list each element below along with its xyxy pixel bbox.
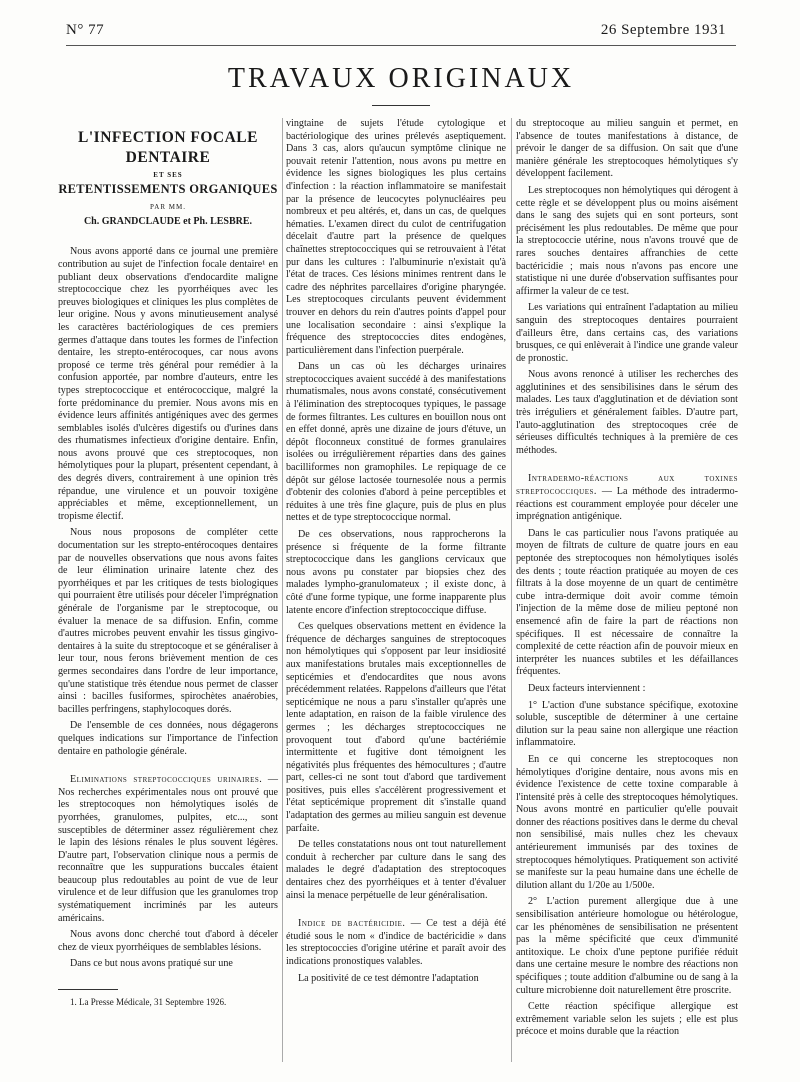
issue-date: 26 Septembre 1931 — [600, 22, 726, 38]
paragraph-text: — Nos recherches expérimentales nous ont prouvé que les streptocoques non hémolytiques isolés de pyorrhées, granulomes, pulpites, etc..., sont susceptibles de déterminer assez régulièrement chez le lapin des lésions rénales le plus souvent légères. D'autre part, l'observation clinique nous a permis de reconnaître que les suppurations buccales étaient beaucoup plus redoutables au point de vue de leur virulence et de leur diffusion que les granulomes trop systématiquement incriminés par les auteurs américains. — [58, 774, 279, 924]
paragraph-with-subhead — [516, 473, 738, 523]
article-par: PAR MM. — [150, 203, 186, 212]
paragraph: Les streptocoques non hémolytiques qui dérogent à cette règle et se développent plus ou moins aisément dans le sang des sujets qui en sont porteurs, sont précisément les plus redoutables. De même que pour la streptococcie utérine, nous n'avons trouvé que de rares souches dentaires affranchies de cette bactéricidie ; mais nous n'avons pas encore une statistique ni une durée d'observation suffisantes pour affirmer la valeur de ce test. — [516, 184, 738, 297]
article-title-line-2: DENTAIRE — [125, 149, 211, 166]
subheading: Indice de bactéricidie. — [298, 918, 406, 930]
column-1 — [58, 118, 278, 1013]
paragraph-with-subhead — [286, 918, 506, 968]
issue-number: N° 77 — [66, 22, 105, 38]
page-header — [66, 22, 726, 46]
paragraph: Deux facteurs interviennent : — [528, 682, 646, 694]
column-3 — [516, 118, 738, 1043]
paragraph: Dans un cas où les décharges urinaires streptococciques avaient succédé à des manifestations rhumatismales, nous avons constaté, consécutivement à l'élimination des streptocoques typiques, le passage de formes filtrantes. Les cultures en bouillon nous ont en effet donné, après une dizaine de jours d'étuve, un dépôt floconneux constitué de formes granulaires isolées ou irrégulièrement réparties dans des gaines bacilliformes non gramophiles. Le repiquage de ce dépôt sur gélose lactosée tournesolée nous a permis d'obtenir des colonies d'abord à peine perceptibles et réduites à une très fine glaçure, puis de plus en plus nettes et de type streptococcique normal. — [286, 361, 506, 524]
paragraph: vingtaine de sujets l'étude cytologique et bactériologique des urines prélevés aseptiquement. Dans 3 cas, alors qu'aucun symptôme clinique ne pouvait retenir l'attention, nous avons pu mettre en évidence les signes biologiques les plus certains d'infection : la réaction inflammatoire se manifestait par la présence de leucocytes polynucléaires peu nombreux et peu altérés, et, dans un cas, de quelques hématies. L'examen direct du culot de centrifugation décelait d'autre part la présence de quelques chaînettes streptococciques qui se retrouvaient à l'état pur dans les cultures : l'albuminurie n'existait qu'à l'état de traces. Ces lésions minimes rentrent dans le cadre des néphrites parcellaires d'origine pharyngée. Les streptocoques circulants peuvent évidemment trouver en dehors du rein d'autres points d'appel pour une localisation secondaire : ainsi s'explique la fréquence des streptococcies dites endogènes, particulièrement dans l'infection puerpérale. — [286, 118, 506, 356]
article-et-ses: ET SES — [153, 171, 183, 179]
paragraph: Nous nous proposons de compléter cette documentation sur les strepto-entérocoques dentaires par de nouvelles observations que nous avons faites de leur élimination urinaire latente chez des pyorrhéiques et par les critiques de tests biologiques qui pourraient être utilisés pour déceler l'imprégnation générale de l'organisme par le streptocoque, ou évaluer la menace de sa diffusion. Enfin, comme d'autres microbes peuvent envahir les tissus gingivo-dentaires à la suite du streptocoque et se généraliser à leur tour, nous ferons brièvement mention de ces germes secondaires dans l'ordre de leur importance, qu'une statistique très étendue nous permet de classer ainsi : bacilles fusiformes, spirochètes anaérobies, bacilles perfringens, staphylocoques dorés. — [58, 527, 278, 715]
paragraph: Nous avons donc cherché tout d'abord à déceler chez de vieux pyorrhéiques de semblables lésions. — [58, 929, 278, 953]
column-separator — [511, 118, 512, 1062]
article-authors: Ch. GRANDCLAUDE et Ph. LESBRE. — [83, 215, 253, 227]
paragraph: La positivité de ce test démontre l'adaptation — [298, 972, 479, 984]
article-title — [58, 128, 278, 168]
paragraph-with-subhead — [58, 774, 278, 925]
paragraph-text: — La méthode des intradermo-réactions est couramment employée pour déceler une imprégnation antigénique. — [516, 486, 738, 523]
section-title-rule — [372, 105, 430, 106]
column-2 — [286, 118, 506, 989]
paragraph: De telles constatations nous ont tout naturellement conduit à rechercher par culture dans le sang des malades le degré d'adaptation des streptocoques dentaires chez des pyorrhéiques et à tenter d'évaluer ainsi la menace perpétuelle de leur généralisation. — [286, 839, 506, 901]
subheading: Eliminations streptococciques urinaires. — [70, 774, 263, 786]
paragraph: du streptocoque au milieu sanguin et permet, en l'absence de toutes manifestations à distance, de prévoir le danger de sa diffusion. On sait que d'une manière générale les streptocoques hémolytiques s'y développent facilement. — [516, 118, 738, 180]
paragraph: Cette réaction spécifique allergique est extrêmement variable selon les sujets ; elle est plus précoce et moins durable que la réaction — [516, 1001, 738, 1038]
paragraph: Nous avons apporté dans ce journal une première contribution au sujet de l'infection focale dentaire¹ en publiant deux observations d'endocardite maligne streptococcique chez les pyorrhéiques avec les preuves biologiques et cliniques les plus complètes de leur origine. Nous y avons minutieusement analysé les caractères bactériologiques de ces premiers germes d'attaque dans toutes les formes de l'infection dentaire, les strepto-entérocoques, car nous avons proposé ce terme très général pour remédier à la confusion apportée, par nombre d'auteurs, entre les types streptococcique et entérococcique, malgré la forte prédominance du premier. Nous avons mis en évidence leurs affinités antigéniques avec des germes semblables isolés d'ulcères digestifs ou d'urines dans des rhumatismes infectieux d'origine dentaire. Enfin, nous avons prouvé que ces streptocoques, non hémolytiques pour la plupart, présentent cependant, à des degrés divers, contrairement à une opinion très répandue, une virulence et un pouvoir toxigène appréciables et même, exceptionnellement, un tropisme électif. — [58, 246, 278, 522]
paragraph: Dans ce but nous avons pratiqué sur une — [70, 958, 233, 970]
paragraph: En ce qui concerne les streptocoques non hémolytiques d'origine dentaire, nous avons mis en évidence l'existence de cette toxine comparable à l'intensité près à celle des streptocoques hémolytiques. Nous avons montré en particulier qu'elle pouvait donner des réactions positives dans le derme du cheval non sensibilisé, mais nulles chez les chevaux antérieurement immunisés par des toxines de streptocoques hémolytiques. Pratiquement son activité se manifeste sur la peau humaine dans une échelle de dilution allant du 1/20e au 1/500e. — [516, 753, 738, 891]
footnote: 1. La Presse Médicale, 31 Septembre 1926. — [70, 997, 227, 1008]
paragraph: 2° L'action purement allergique due à une sensibilisation antérieure homologue ou hétérologue, car les phénomènes de sensibilisation ne présentent pas la même spécificité que ceux d'immunité antitoxique. Le choix d'une peptone purifiée réduit dans une certaine mesure le nombre des réactions non spécifiques ; toute addition d'albumine ou de sang à la culture microbienne doit naturellement être proscrite. — [516, 896, 738, 996]
article-title-line-1: L'INFECTION FOCALE — [78, 129, 258, 146]
article-subtitle: RETENTISSEMENTS ORGANIQUES — [58, 181, 278, 196]
section-title: TRAVAUX ORIGINAUX — [227, 63, 575, 94]
header-rule — [66, 45, 736, 46]
paragraph: 1° L'action d'une substance spécifique, exotoxine soluble, susceptible de déterminer à une certaine dilution sur la peau saine non allergique une réaction inflammatoire. — [516, 699, 738, 749]
paragraph: Nous avons renoncé à utiliser les recherches des agglutinines et des sensibilisines dans le sérum des malades. Les taux d'agglutination et de déviation sont très irréguliers et généralement faibles. D'autre part, l'auto-agglutination des streptocoques crée de sérieuses difficultés techniques à la première de ces méthodes. — [516, 369, 738, 456]
paragraph-text: — Ce test a déjà été étudié sous le nom « d'indice de bactéricidie » dans les streptococcies d'origine utérine et paraît avoir des indications pronostiques valables. — [286, 918, 506, 967]
paragraph: De ces observations, nous rapprocherons la présence si fréquente de la forme filtrante streptococcique dans les ganglions cervicaux que nous avons pu constater par biopsies chez des malades lympho-granulomateux ; il existe donc, à côté d'une forme typique, une forme inapparente plus latente encore d'infection streptococcique diffuse. — [286, 529, 506, 616]
paragraph: Dans le cas particulier nous l'avons pratiquée au moyen de filtrats de culture de quatre jours en eau peptonée des streptocoques non hémolytiques isolés des dents ; toute réaction pratiquée au moyen de ces filtrats à la dose moyenne de un quart de centimètre cube intra-dermique doit avoir comme témoin l'injection de la même dose de milieu peptoné non ensemencé afin de faire la part de réactions non spécifiques. Il est nécessaire de connaître la complexité de cette réaction afin de pouvoir mieux en interpréter les nuances subtiles et les défaillances fréquentes. — [516, 527, 738, 678]
paragraph: De l'ensemble de ces données, nous dégagerons quelques indications sur l'importance de l'infection dentaire en pathologie générale. — [58, 720, 278, 757]
subheading: Intradermo-réactions aux toxines streptococciques. — [516, 473, 738, 498]
paragraph: Ces quelques observations mettent en évidence la fréquence de décharges sanguines de streptocoques non hémolytiques qui s'opposent par leur insidiosité aux manifestations brutales mais exceptionnelles de septicémies et d'endocardites que nous avons précédemment relatées. Rappelons d'ailleurs que l'état septicémique ne nous a paru s'installer qu'après une lente adaptation, en raison de la faible virulence des germes ; les décharges streptococciques ne provoquent tout d'abord qu'une bactériémie intermittente et fugitive dont témoignent les négativités plus fréquentes des hémocultures ; d'autre part, celles-ci ne sont tout d'abord que tardivement positives, puis elles s'accélèrent progressivement et l'état septicémique proprement dit s'installe quand l'adaptation des germes au milieu sanguin est devenue parfaite. — [286, 621, 506, 834]
column-separator — [282, 118, 283, 1062]
paragraph: Les variations qui entraînent l'adaptation au milieu sanguin des streptocoques dentaires pourraient d'ailleurs être, dans certains cas, des variations brusques, ce qui enlèverait à l'indice une grande valeur de pronostic. — [516, 302, 738, 364]
footnote-rule — [58, 989, 118, 990]
